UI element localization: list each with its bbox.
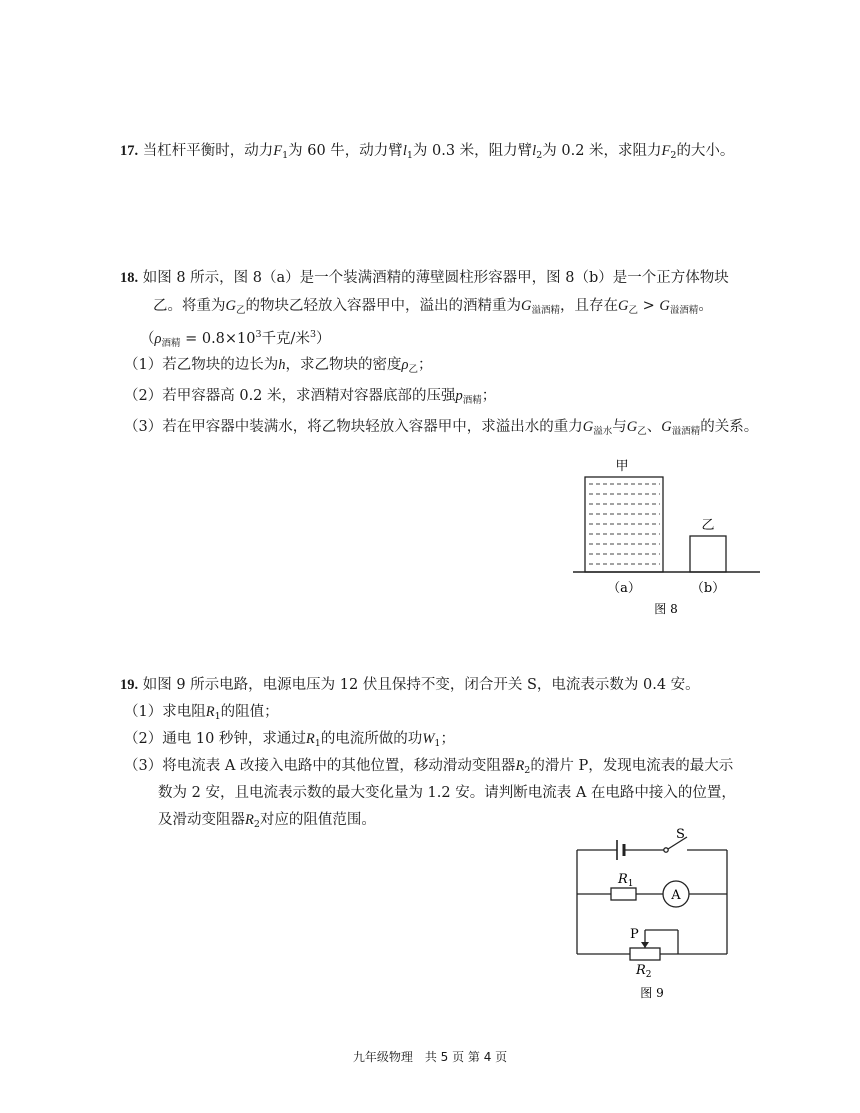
q18-p1-end: ； <box>417 357 433 373</box>
r1-label-sub: 1 <box>627 879 634 889</box>
q18-line2 <box>153 296 713 321</box>
resistor-r1 <box>611 888 636 900</box>
page-footer: 九年级物理 共 5 页 第 4 页 <box>352 1050 508 1064</box>
q17-l: l <box>402 143 407 159</box>
q19-p3-line3-b: 对应的阻值范围。 <box>259 812 376 828</box>
q19-p3-line2-text: 数为 2 安，且电流表示数的最大变化量为 1.2 安。请判断电流表 A 在电路中接入的位置， <box>158 785 736 801</box>
q19-p3-r-2: R <box>245 812 254 828</box>
q18-l3-unit-exp: 3 <box>309 329 316 340</box>
r2-label <box>635 963 652 980</box>
q18-p3-sep: 、 <box>646 419 662 435</box>
q19-p2-label: （2） <box>124 731 163 747</box>
q17-l2-sub: 2 <box>536 150 543 161</box>
q17-f2: F <box>661 143 671 159</box>
q17-number: 17. <box>120 143 139 159</box>
q19-p3-line3-a: 及滑动变阻器 <box>158 812 245 828</box>
q18-p3-a: 若在甲容器中装满水，将乙物块轻放入容器甲中，求溢出水的重力 <box>162 419 583 435</box>
fig8-jia-label: 甲 <box>615 459 629 474</box>
q18-p1-rho-sub: 乙 <box>408 364 418 375</box>
q19-p3-a: 将电流表 A 改接入电路中的其他位置，移动滑动变阻器 <box>162 758 516 774</box>
fig9-caption: 图 9 <box>640 986 664 1000</box>
q19-p3-label: （3） <box>124 758 163 774</box>
q18-rho: ρ <box>154 331 162 347</box>
q18-l3-close: ） <box>316 331 331 347</box>
slider-arrow <box>641 942 649 948</box>
q18-p3-b: 与 <box>612 419 627 435</box>
q18-p3-g-water-sub: 溢水 <box>593 426 613 437</box>
q19-number: 19. <box>120 677 139 693</box>
q17-f-sub: 1 <box>282 150 289 161</box>
q19-p1-a: 求电阻 <box>162 704 206 720</box>
alcohol-liquid <box>589 484 660 564</box>
q18-p3-g-water: G <box>582 419 594 435</box>
q18-p2-end: ； <box>481 388 497 404</box>
fig8-yi-label: 乙 <box>701 518 715 533</box>
q18-p3-g-spill-sub: 溢酒精 <box>671 426 701 437</box>
q19-p3-r-2-sub: 2 <box>253 819 260 830</box>
q19-p2-b: 的电流所做的功 <box>320 731 423 747</box>
q18-part1 <box>124 355 432 380</box>
q19-p2-r: R <box>305 731 315 747</box>
q19-part3-line1 <box>124 756 733 781</box>
q18-p3-g-yi: G <box>626 419 638 435</box>
q18-p2-p-sub: 酒精 <box>462 395 482 406</box>
q17-line <box>120 141 734 166</box>
q18-intro: 如图 8 所示，图 8（a）是一个装满酒精的薄壁圆柱形容器甲，图 8（b）是一个正方体物块 <box>142 270 729 286</box>
q17-l-sub: 1 <box>406 150 413 161</box>
q17-f2-sub: 2 <box>670 150 677 161</box>
q18-g-spill-2-sub: 溢酒精 <box>669 305 699 316</box>
q18-l3-exp: 3 <box>255 329 262 340</box>
q18-g-yi: G <box>225 298 236 314</box>
figure-9 <box>565 822 745 1007</box>
q19-p1-end: 的阻值； <box>220 704 279 720</box>
q18-g-yi-sub: 乙 <box>235 305 246 316</box>
figure-8 <box>565 452 765 622</box>
q17-text-e: 的大小。 <box>676 143 735 159</box>
q18-p3-label: （3） <box>124 419 163 435</box>
q18-g-yi-2-sub: 乙 <box>628 305 638 316</box>
q19-p3-r-sub: 2 <box>524 765 531 776</box>
r2-label-r: R <box>636 963 646 978</box>
q19-intro: 如图 9 所示电路，电源电压为 12 伏且保持不变，闭合开关 S，电流表示数为 0.4 安。 <box>142 677 700 693</box>
q18-l3-unit: 千克/米 <box>261 331 310 347</box>
q18-p3-g-spill: G <box>661 419 672 435</box>
fig8-caption: 图 8 <box>654 602 678 616</box>
q18-p1-rho: ρ <box>401 357 409 373</box>
q19-p3-r: R <box>515 758 525 774</box>
q18-l3-eq: = 0.8×10 <box>180 331 256 347</box>
q18-number: 18. <box>120 270 139 286</box>
q18-gt: > <box>638 298 660 314</box>
q19-line1 <box>120 675 700 695</box>
q19-p2-r-sub: 1 <box>314 738 321 749</box>
q18-p1-h: h <box>278 357 286 373</box>
q18-part2 <box>124 386 496 411</box>
r1-label-r: R <box>618 872 628 887</box>
q17-text-a: 当杠杆平衡时，动力 <box>142 143 274 159</box>
q19-p2-end: ； <box>440 731 455 747</box>
q18-p2-label: （2） <box>124 388 163 404</box>
r1-label <box>617 872 634 889</box>
q18-line1 <box>120 268 729 288</box>
q18-p1-label: （1） <box>124 357 163 373</box>
q19-p1-r-sub: 1 <box>214 711 221 722</box>
q19-p3-b: 的滑片 P，发现电流表的最大示 <box>530 758 734 774</box>
q18-g-spill-sub: 溢酒精 <box>531 305 560 316</box>
q17-text-d: 为 0.2 米，求阻力 <box>542 143 662 159</box>
q17-l2: l <box>532 143 537 159</box>
q17-text-c: 为 0.3 米，阻力臂 <box>412 143 533 159</box>
q18-rho-sub: 酒精 <box>161 338 181 349</box>
q18-p3-end: 的关系。 <box>700 419 759 435</box>
cube-yi <box>690 536 726 572</box>
q18-line2-a: 乙。将重为 <box>153 298 226 314</box>
switch-contact <box>664 848 668 852</box>
q18-part3 <box>124 417 758 442</box>
q18-p3-g-yi-sub: 乙 <box>637 426 647 437</box>
q18-p2-a: 若甲容器高 0.2 米，求酒精对容器底部的压强 <box>162 388 456 404</box>
q19-part3-line2 <box>158 783 736 803</box>
q19-p1-r: R <box>205 704 215 720</box>
fig8-a-label: （a） <box>607 581 641 596</box>
rheostat-r2 <box>630 948 660 960</box>
r2-label-sub: 2 <box>645 970 652 980</box>
q19-p2-a: 通电 10 秒钟，求通过 <box>162 731 306 747</box>
q18-line3 <box>140 325 331 354</box>
q19-part2 <box>124 729 455 754</box>
q18-g-spill: G <box>521 298 532 314</box>
q19-p1-label: （1） <box>124 704 163 720</box>
q18-p1-a: 若乙物块的边长为 <box>162 357 279 373</box>
q17-f: F <box>273 143 283 159</box>
q18-g-spill-2: G <box>659 298 670 314</box>
q19-p2-w-sub: 1 <box>434 738 441 749</box>
q18-line2-end: 。 <box>698 298 713 314</box>
ammeter-label: A <box>671 888 681 903</box>
fig8-b-label: （b） <box>690 581 726 596</box>
q18-line2-b: 的物块乙轻放入容器甲中，溢出的酒精重为 <box>245 298 521 314</box>
q19-p2-w: W <box>422 731 435 747</box>
q19-part1 <box>124 702 279 727</box>
q18-p2-p: p <box>455 388 463 404</box>
q18-p1-b: ，求乙物块的密度 <box>285 357 402 373</box>
q18-g-yi-2: G <box>618 298 629 314</box>
q18-line2-c: ，且存在 <box>560 298 618 314</box>
slider-p-label: P <box>630 927 639 942</box>
q18-l3-open: （ <box>140 331 155 347</box>
q17-text-b: 为 60 牛，动力臂 <box>288 143 403 159</box>
q19-part3-line3 <box>158 810 376 835</box>
switch-label: S <box>676 827 685 842</box>
